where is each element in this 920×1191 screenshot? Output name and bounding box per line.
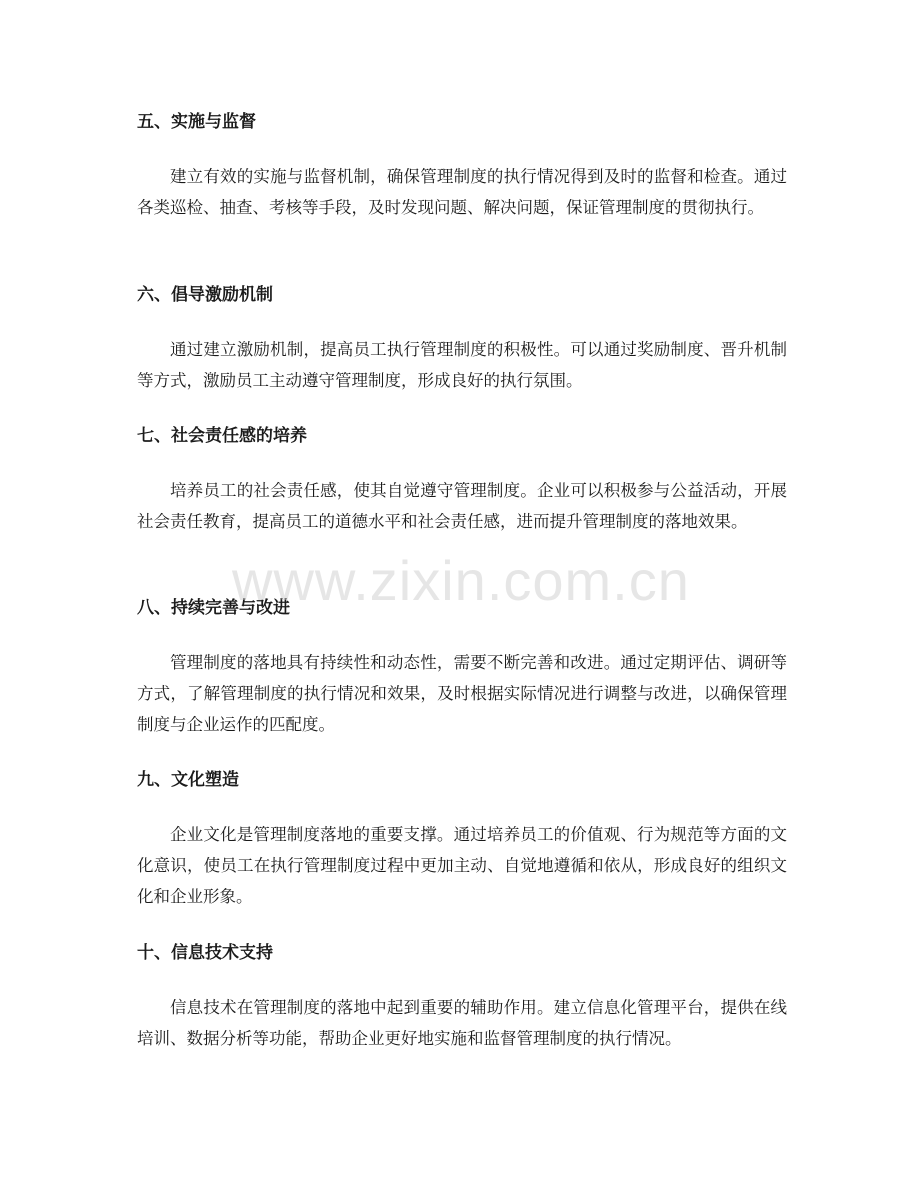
section-paragraph: 建立有效的实施与监督机制，确保管理制度的执行情况得到及时的监督和检查。通过各类巡检、抽查、考核等手段，及时发现问题、解决问题，保证管理制度的贯彻执行。 <box>137 167 787 217</box>
section-paragraph: 信息技术在管理制度的落地中起到重要的辅助作用。建立信息化管理平台，提供在线培训、数据分析等功能，帮助企业更好地实施和监督管理制度的执行情况。 <box>137 998 787 1048</box>
section-continuous-improvement <box>137 596 787 740</box>
section-heading: 六、倡导激励机制 <box>137 285 273 305</box>
section-it-support <box>137 941 787 1054</box>
section-heading: 五、实施与监督 <box>137 112 256 132</box>
section-paragraph: 通过建立激励机制，提高员工执行管理制度的积极性。可以通过奖励制度、晋升机制等方式，激励员工主动遵守管理制度，形成良好的执行氛围。 <box>137 340 787 390</box>
watermark: www.zixin.com.cn <box>232 549 690 612</box>
section-incentive-mechanism <box>137 283 787 396</box>
section-social-responsibility <box>137 424 787 537</box>
section-heading: 七、社会责任感的培养 <box>137 426 307 446</box>
section-heading: 九、文化塑造 <box>137 770 239 790</box>
section-heading: 八、持续完善与改进 <box>137 598 290 618</box>
section-paragraph: 企业文化是管理制度落地的重要支撑。通过培养员工的价值观、行为规范等方面的文化意识，使员工在执行管理制度过程中更加主动、自觉地遵循和依从，形成良好的组织文化和企业形象。 <box>137 825 787 906</box>
section-paragraph: 管理制度的落地具有持续性和动态性，需要不断完善和改进。通过定期评估、调研等方式，了解管理制度的执行情况和效果，及时根据实际情况进行调整与改进，以确保管理制度与企业运作的匹配度。 <box>137 653 787 734</box>
section-paragraph: 培养员工的社会责任感，使其自觉遵守管理制度。企业可以积极参与公益活动，开展社会责任教育，提高员工的道德水平和社会责任感，进而提升管理制度的落地效果。 <box>137 481 787 531</box>
section-culture-shaping <box>137 768 787 912</box>
section-implementation-supervision <box>137 110 787 223</box>
section-heading: 十、信息技术支持 <box>137 943 273 963</box>
